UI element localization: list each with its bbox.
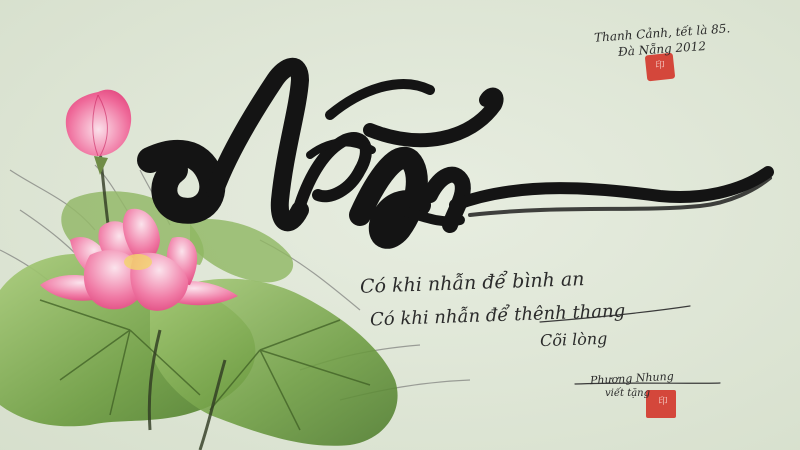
signature-note: viết tặng: [605, 388, 651, 399]
signature-name: Phương Nhung: [589, 369, 675, 388]
seal-top-glyph: 印: [655, 61, 665, 71]
poem-line-2: Có khi nhẫn để thênh thang: [369, 300, 626, 331]
header-inscription-line2: Đà Nẵng 2012: [617, 38, 707, 60]
poem-line-3: Cõi lòng: [539, 328, 608, 351]
header-inscription-line1: Thanh Cảnh, tết là 85.: [593, 21, 731, 45]
seal-bottom-glyph: 印: [658, 397, 668, 407]
poem-line-1: Có khi nhẫn để bình an: [359, 268, 585, 298]
